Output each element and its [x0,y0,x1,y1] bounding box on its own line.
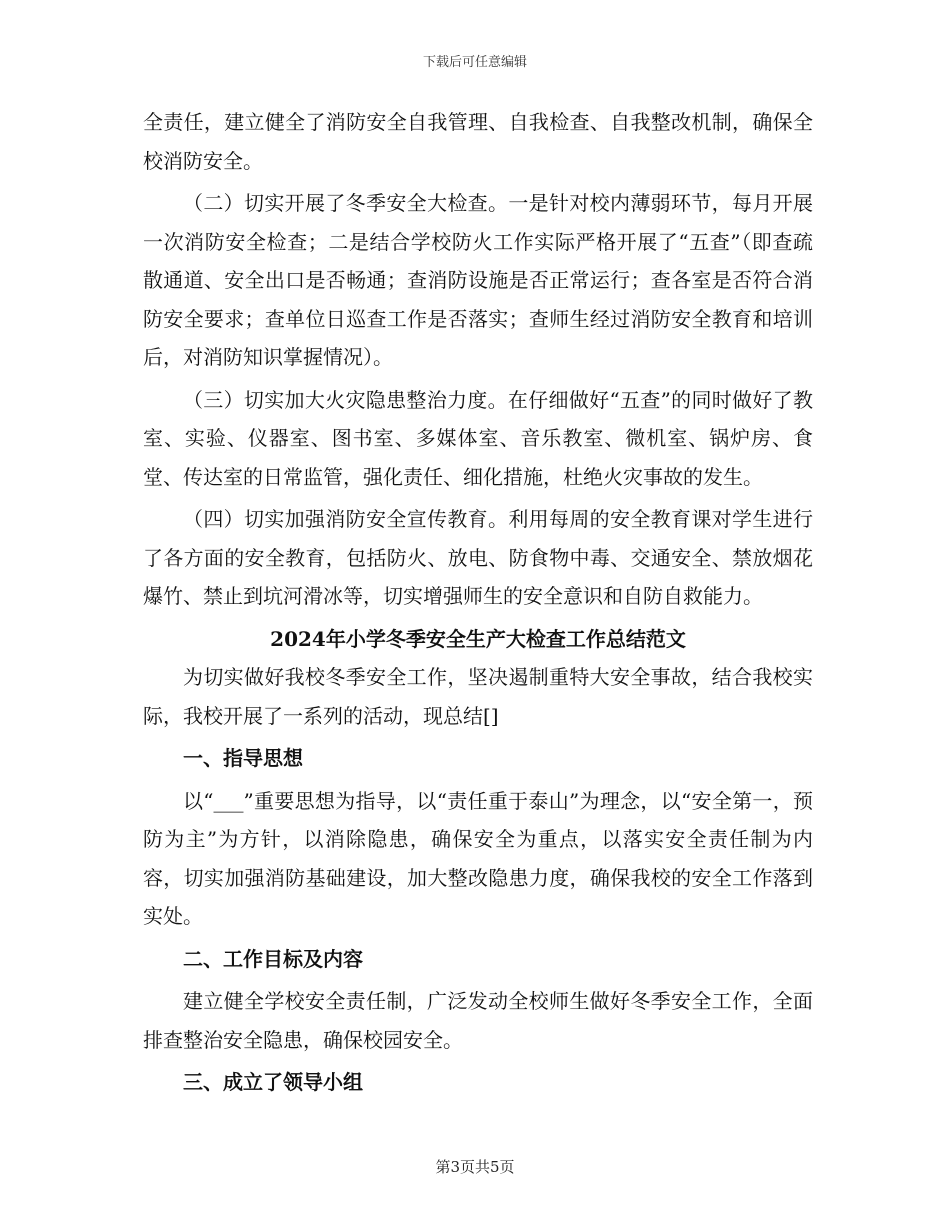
page-header: 下载后可任意编辑 [422,55,527,70]
heading-leadership-group: 三、成立了领导小组 [183,1070,363,1094]
heading-work-goals: 二、工作目标及内容 [183,946,363,971]
document-body [143,103,813,1106]
paragraph-section-3: （三）切实加大火灾隐患整治力度。在仔细做好“五查”的同时做好了教室、实验、仪器室、图书室、多媒体室、音乐教室、微机室、锅炉房、食堂、传达室的日常监管，强化责任、细化措施，杜绝火灾事故的发生。 [143,387,813,489]
paragraph-section-2: （二）切实开展了冬季安全大检查。一是针对校内薄弱环节，每月开展一次消防安全检查；二是结合学校防火工作实际严格开展了“五查”（即查疏散通道、安全出口是否畅通；查消防设施是否正常运行；查各室是否符合消防安全要求；查单位日巡查工作是否落实；查师生经过消防安全教育和培训后，对消防知识掌握情况）。 [143,191,813,369]
paragraph-continuation: 全责任，建立健全了消防安全自我管理、自我检查、自我整改机制，确保全校消防安全。 [143,110,813,173]
paragraph-intro: 为切实做好我校冬季安全工作，坚决遏制重特大安全事故，结合我校实际，我校开展了一系列的活动，现总结[] [143,665,813,728]
page-footer: 第3页共5页 [435,1158,515,1176]
heading-guiding-ideology: 一、指导思想 [183,746,303,770]
paragraph-section-4: （四）切实加强消防安全宣传教育。利用每周的安全教育课对学生进行了各方面的安全教育，包括防火、放电、防食物中毒、交通安全、禁放烟花爆竹、禁止到坑河滑冰等，切实增强师生的安全意识和自防自救能力。 [143,507,813,608]
paragraph-guiding-ideology: 以“___”重要思想为指导，以“责任重于泰山”为理念，以“安全第一，预防为主”为方针，以消除隐患，确保安全为重点，以落实安全责任制为内容，切实加强消防基础建设，加大整改隐患力度，确保我校的安全工作落到实处。 [143,788,813,928]
paragraph-work-goals: 建立健全学校安全责任制，广泛发动全校师生做好冬季安全工作，全面排查整治安全隐患，确保校园安全。 [143,989,813,1052]
document-title: 2024年小学冬季安全生产大检查工作总结范文 [270,626,686,651]
